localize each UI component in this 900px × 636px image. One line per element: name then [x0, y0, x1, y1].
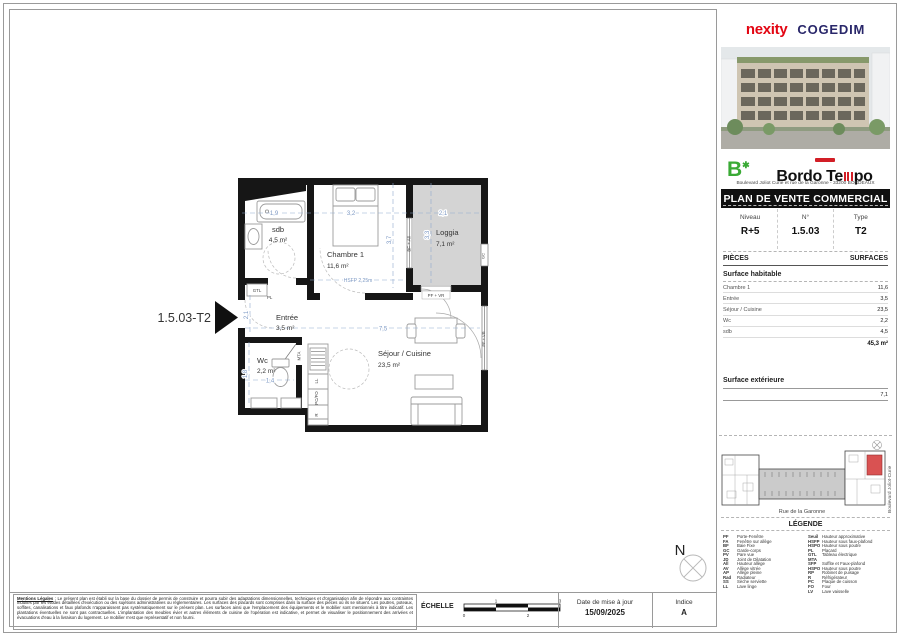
table-row: sdb 4,5: [723, 327, 888, 338]
legend-item: LV Lave vaisselle: [808, 588, 849, 594]
date-label: Date de mise à jour: [576, 599, 634, 606]
legal-text: : Le présent plan est établi sur la base du dossier de permis de construire et pourra subir des adaptations dimensionnelles, techniques et d'organisation afin de répondre aux contraintes induites par les études détaillées d'exécution ou des sujétions administratives ou réglementaires. Les surfaces des placards sont comprises dans la surface des pièces où ils se situent. Les poutres, poteaux, soffites, canalisations et faux plafonds n'apparaissent pas systématiquement sur le présent plan. Les surfaces ainsi que l'emplacement des équipements et le mobilier sont mentionnés à titre indicatif. Les plantations éventuelles ne sont pas contractuelles. L'implantation des meubles évier et autres éléments de cuisine de l'opération est indicative, et permet de visualiser le positionnement des arrivées et évacuations d'eau à la livraison du logement. Le mobilier n'est que représentatif et non fourni.: [17, 595, 413, 621]
legal-title: Mentions Légales: [17, 595, 54, 601]
pf-vr-door-tag: PF + VR: [427, 293, 445, 298]
legend-item: PC Plaque de cuisson: [808, 579, 858, 585]
room-area-sejour: 23,5 m²: [378, 362, 401, 369]
gtl-tag: GTL: [252, 288, 262, 293]
key-plan: [719, 435, 892, 522]
keyplan-unit-highlight: [867, 455, 882, 475]
toilet: [272, 359, 289, 367]
legend-item: Rad Radiateur: [723, 574, 756, 580]
col-pieces: PIÈCES: [723, 255, 749, 262]
surface-habitable-title: Surface habitable: [723, 271, 782, 278]
col-surfaces: SURFACES: [849, 255, 888, 262]
legend-item: R Réfrigérateur: [808, 574, 848, 580]
unit-summary-table: [723, 209, 888, 249]
pl-tag: PL: [267, 295, 273, 300]
sofa: [411, 397, 462, 425]
sideboard: [415, 375, 453, 389]
surface-total: 45,3 m²: [867, 340, 888, 347]
scale-tick-1: 1: [494, 598, 498, 604]
legend-title: LÉGENDE: [721, 517, 890, 531]
room-label-sdb: sdb: [271, 225, 285, 234]
divider: [723, 205, 888, 206]
dim-chambre-height: 3,7: [387, 235, 393, 245]
table-row: 7,1: [723, 388, 888, 401]
hsfp-note: HSFP 2,25m: [343, 278, 373, 285]
room-label-entree: Entrée: [276, 313, 299, 322]
scale-bar: [462, 598, 564, 618]
ll-tag: LL: [314, 378, 319, 384]
dim-sejour-width: 7,5: [378, 326, 388, 333]
room-area-entree: 3,5 m²: [276, 325, 295, 332]
north-compass: [666, 536, 722, 588]
room-label-chambre: Chambre 1: [327, 250, 365, 259]
unit-numero: N° 1.5.03: [777, 209, 832, 249]
b-cert-logo: B✱: [727, 158, 750, 181]
legend-item: GTL Tableau électrique: [808, 552, 857, 558]
legend-item: Seuil Hauteur approximative: [808, 534, 866, 539]
b-star-icon: ✱: [742, 160, 750, 170]
room-label-sejour: Séjour / Cuisine: [378, 349, 431, 358]
dining-table: [415, 318, 457, 343]
legend-item: FA Fenêtre sur allège: [723, 538, 772, 544]
room-area-loggia: 7,1 m²: [436, 241, 455, 248]
legend-right-column: [808, 535, 890, 594]
floor-plan: [150, 158, 510, 453]
bordotempo-m-mark: [844, 172, 846, 181]
legend-item: MTA: [808, 556, 817, 562]
scale-tick-3: 3: [558, 598, 562, 604]
table-row: Wc 2,2: [723, 316, 888, 327]
chair: [456, 324, 465, 338]
dim-chambre-width: 3,2: [346, 211, 356, 218]
legend-item: SFP Soffite et Faux-plafond: [808, 561, 866, 567]
r-tag: R: [314, 413, 319, 417]
gc-tag: GC: [480, 253, 486, 259]
table-row: Entrée 3,5: [723, 293, 888, 304]
dim-entree-height: 2,1: [244, 310, 250, 320]
room-label-wc: Wc: [257, 356, 268, 365]
unit-type: Type T2: [833, 209, 888, 249]
indice: [652, 592, 716, 628]
room-label-loggia: Loggia: [436, 228, 459, 237]
bed: [333, 185, 378, 246]
legend-item: HSFP Hauteur sous faux-plafond: [808, 538, 873, 544]
legend-item: All Hauteur allège: [723, 561, 765, 567]
room-area-chambre: 11,6 m²: [327, 263, 349, 270]
legal-mentions: [13, 594, 417, 630]
dim-sdb-width: 1,9: [269, 211, 279, 218]
north-label: N: [674, 542, 686, 559]
dim-loggia-height: 3,3: [425, 230, 431, 240]
chair: [407, 324, 416, 338]
legend-item: JD Joint de Dilatation: [723, 556, 772, 562]
update-date: [558, 592, 652, 628]
nexity-logo: nexity: [745, 20, 788, 38]
legend-item: SS Sèche serviette: [723, 579, 767, 585]
legend-item: AV Allège vitrée: [723, 565, 761, 571]
scale-tick-0: 0: [462, 613, 466, 618]
shaft-box: [281, 398, 301, 408]
legend-item: HSPO Hauteur sous poutre: [808, 565, 861, 571]
divider: [723, 251, 888, 252]
cogedim-logo: COGEDIM: [797, 21, 866, 37]
legend-item: HSPO Hauteur sous poutre: [808, 543, 861, 549]
legend-item: FO Four: [808, 584, 831, 590]
unit-pointer-label: 1.5.03-T2: [157, 311, 211, 325]
legend-item: AP Allège pleine: [723, 570, 762, 576]
legend-left-column: [723, 535, 805, 594]
room-area-wc: 2,2 m²: [257, 368, 276, 375]
indice-value: A: [681, 608, 687, 617]
surfaces-table: [723, 255, 888, 347]
program-address: Boulevard Joliot Curie et rue de la Garonne - 33200 BORDEAUX: [736, 181, 875, 186]
room-area-sdb: 4,5 m²: [268, 237, 288, 244]
kitchen-strip: [308, 344, 328, 425]
legend-item: LL Lave linge: [723, 584, 757, 590]
legend-item: BF Baie Fixe: [723, 543, 755, 549]
street-label-bottom: Rue de la Garonne: [778, 509, 826, 515]
table-row: Chambre 1 11,6: [723, 282, 888, 293]
surface-exterieure-section: [723, 377, 888, 401]
bf-all-window-tag: BF + All: [406, 236, 412, 252]
legend: [723, 535, 890, 594]
dim-wc-width: 1,4: [265, 378, 275, 385]
legend-item: RP Robinet de puisage: [808, 570, 860, 576]
street-label-right: Boulevard Joliot-Curie: [888, 465, 893, 513]
indice-label: Indice: [675, 599, 693, 606]
unit-pointer-arrow-icon: [215, 301, 238, 334]
table-row: Séjour / Cuisine 23,5: [723, 304, 888, 315]
pcfo-tag: PC/FO: [314, 391, 319, 405]
legend-item: PL Placard: [808, 547, 837, 553]
bordotempo-logo: Bordo Te po: [759, 150, 890, 186]
info-panel: [716, 9, 894, 627]
shaft-box: [251, 398, 277, 408]
pf-vr-window-tag: PF + VR: [480, 331, 486, 347]
document-title: PLAN DE VENTE COMMERCIAL: [721, 189, 890, 208]
unit-niveau: Niveau R+5: [740, 214, 761, 237]
date-value: 15/09/2025: [584, 608, 626, 617]
scale-label: ÉCHELLE: [421, 603, 454, 610]
building-render-image: [721, 47, 890, 149]
dim-wc-height: 1,8: [243, 369, 249, 379]
developer-logos: [717, 15, 894, 43]
dim-loggia-width: 2,1: [438, 211, 448, 218]
surface-exterieure-title: Surface extérieure: [723, 377, 785, 384]
scale-tick-2: 2: [526, 613, 530, 618]
legend-item: GC Garde-corps: [723, 547, 761, 553]
legend-item: PF Porte-Fenêtre: [723, 534, 764, 539]
bordotempo-tagline-mark: [815, 158, 835, 163]
legend-item: PV Pare vue: [723, 552, 755, 558]
mta-tag: MTA: [296, 351, 302, 361]
